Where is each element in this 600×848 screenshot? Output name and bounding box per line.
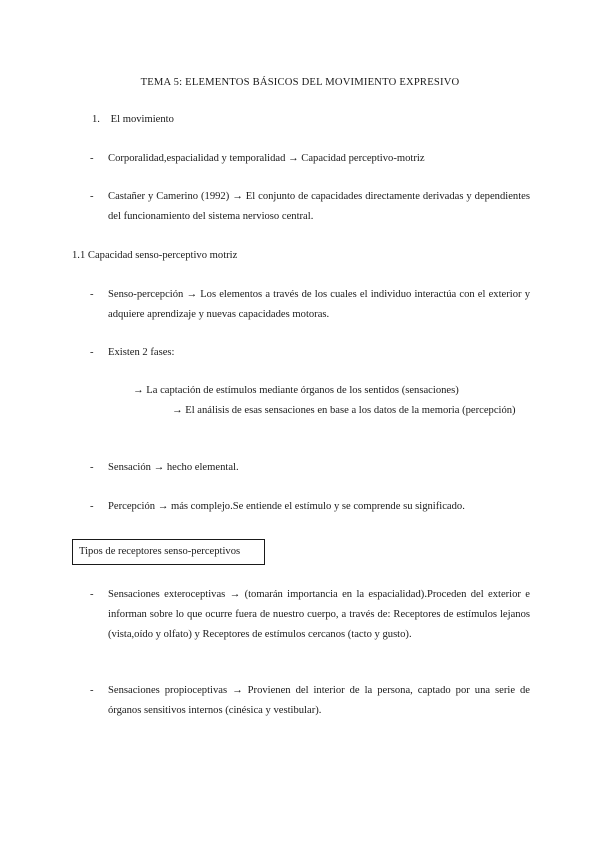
bullet-dash: -: [90, 462, 94, 473]
bullet-dash: -: [90, 501, 94, 512]
boxed-heading: Tipos de receptores senso-perceptivos: [72, 539, 265, 565]
subsection-heading: 1.1 Capacidad senso-perceptivo motriz: [72, 250, 238, 261]
bullet-dash: -: [90, 685, 94, 696]
list-item-text: Corporalidad,espacialidad y temporalidad → Capacidad perceptivo-motriz: [108, 153, 425, 164]
list-item: [90, 343, 530, 363]
bullet-dash: -: [90, 289, 94, 300]
section-heading-movimiento: [92, 110, 174, 130]
section-number: 1.: [92, 114, 100, 125]
phase-second: → El análisis de esas sensaciones en base a los datos de la memoria (percepción): [172, 405, 516, 416]
section-label: El movimiento: [110, 114, 174, 125]
list-item: [90, 458, 530, 478]
list-item-text: Existen 2 fases:: [108, 347, 175, 358]
document-title: TEMA 5: ELEMENTOS BÁSICOS DEL MOVIMIENTO EXPRESIVO: [140, 77, 460, 88]
list-item: [90, 187, 530, 227]
bullet-dash: -: [90, 589, 94, 600]
list-item-text: Senso-percepción → Los elementos a través de los cuales el individuo interactúa con el exterior y adquiere aprendizaje y nuevas capacidades motoras.: [108, 289, 530, 320]
list-item-text: Sensaciones propioceptivas → Provienen del interior de la persona, captado por una serie de órganos sensitivos internos (cinésica y vestibular).: [108, 685, 530, 716]
list-item: [90, 149, 530, 169]
list-item: [90, 585, 530, 645]
bullet-dash: -: [90, 191, 94, 202]
list-item: [90, 285, 530, 325]
phase-first: → La captación de estímulos mediante órganos de los sentidos (sensaciones): [133, 385, 459, 396]
list-item-text: Percepción → más complejo.Se entiende el estímulo y se comprende su significado.: [108, 501, 465, 512]
list-item-text: Sensaciones exteroceptivas → (tomarán importancia en la espacialidad).Proceden del exterior e informan sobre lo que ocurre fuera de nuestro cuerpo, a través de: Receptores de estímulos lejanos (vista,oído y olfato) y Receptores de estímulos cercanos (tacto y gusto).: [108, 589, 530, 640]
list-item: [90, 497, 530, 517]
list-item-text: Castañer y Camerino (1992) → El conjunto de capacidades directamente derivadas y dependientes del funcionamiento del sistema nervioso central.: [108, 191, 530, 222]
bullet-dash: -: [90, 347, 94, 358]
list-item: [90, 681, 530, 721]
list-item-text: Sensación → hecho elemental.: [108, 462, 239, 473]
bullet-dash: -: [90, 153, 94, 164]
